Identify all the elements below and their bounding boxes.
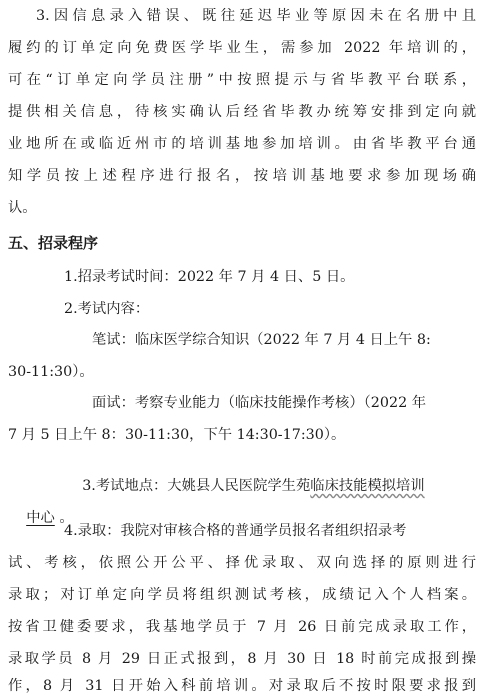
exam-location-end: 。 bbox=[54, 510, 74, 526]
paragraph-3-line-3: 可在“订单定向学员注册”中按照提示与省毕教平台联系， bbox=[8, 72, 476, 88]
written-exam-line-1: 笔试：临床医学综合知识（2022 年 7 月 4 日上午 8: bbox=[92, 332, 431, 348]
interview-line-1: 面试：考察专业能力（临床技能操作考核）（2022 年 bbox=[92, 395, 427, 411]
paragraph-3-line-6: 知学员按上述程序进行报名，按培训基地要求参加现场确 bbox=[8, 168, 476, 184]
exam-location-center: 中心 bbox=[26, 510, 55, 526]
exam-location-highlight: 临床技能模拟培训 bbox=[310, 478, 425, 494]
paragraph-3-line-2: 履约的订单定向免费医学毕业生，需参加 2022 年培训的， bbox=[8, 40, 476, 56]
interview-line-2: 7 月 5 日上午 8：30-11:30，下午 14:30-17:30）。 bbox=[8, 427, 346, 443]
exam-time: 1.招录考试时间：2022 年 7 月 4 日、5 日。 bbox=[64, 269, 355, 285]
admission-line-5: 录取学员 8 月 29 日正式报到，8 月 30 日 18 时前完成报到操 bbox=[8, 651, 476, 667]
admission-line-1: 4.录取：我院对审核合格的普通学员报名者组织招录考 bbox=[64, 523, 407, 539]
paragraph-3-line-4: 提供相关信息，待核实确认后经省毕教办统筹安排到定向就 bbox=[8, 104, 476, 120]
section-heading: 五、招录程序 bbox=[8, 234, 99, 252]
paragraph-3-line-1: 3.因信息录入错误、既往延迟毕业等原因未在名册中且 bbox=[36, 8, 476, 24]
paragraph-3-line-7: 认。 bbox=[8, 200, 37, 216]
exam-location-label: 3.考试地点：大姚县人民医院学生苑 bbox=[82, 478, 311, 494]
exam-content-label: 2.考试内容： bbox=[64, 301, 150, 317]
written-exam-line-2: 30-11:30）。 bbox=[8, 364, 94, 380]
admission-line-6: 作，8 月 31 日开始入科前培训。对录取后不按时限要求报到 bbox=[8, 678, 476, 694]
admission-line-4: 按省卫健委要求，我基地学员于 7 月 26 日前完成录取工作， bbox=[8, 619, 476, 635]
paragraph-3-line-5: 业地所在或临近州市的培训基地参加培训。由省毕教平台通 bbox=[8, 136, 476, 152]
admission-line-2: 试、考核，依照公开公平、择优录取、双向选择的原则进行 bbox=[8, 555, 476, 571]
admission-line-3: 录取；对订单定向学员将组织测试考核，成绩记入个人档案。 bbox=[8, 587, 476, 603]
